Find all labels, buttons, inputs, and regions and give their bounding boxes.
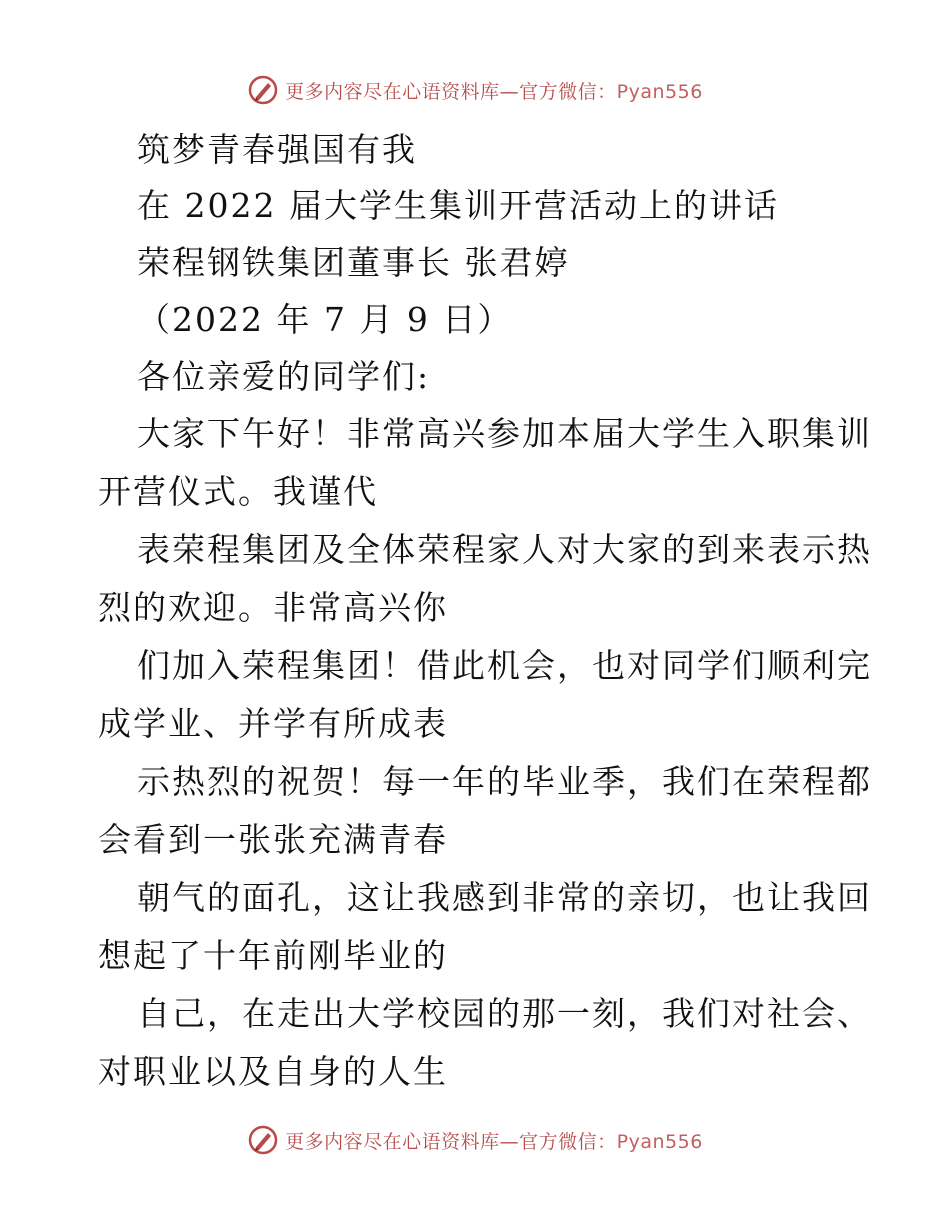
watermark-text: 更多内容尽在心语资料库—官方微信：Pyan556 bbox=[285, 1130, 703, 1153]
paragraph-line: 大家下午好！非常高兴参加本届大学生入职集训 bbox=[137, 414, 872, 453]
paragraph-line: 烈的欢迎。非常高兴你 bbox=[98, 588, 448, 627]
paragraph-line: 想起了十年前刚毕业的 bbox=[98, 936, 448, 975]
watermark-text: 更多内容尽在心语资料库—官方微信：Pyan556 bbox=[285, 80, 703, 103]
paragraph-line: 会看到一张张充满青春 bbox=[98, 820, 448, 859]
watermark-footer bbox=[0, 1120, 950, 1160]
document-subtitle: 在 2022 届大学生集训开营活动上的讲话 bbox=[137, 186, 779, 225]
paragraph-line: 们加入荣程集团！借此机会，也对同学们顺利完 bbox=[137, 646, 872, 685]
paragraph-line: 表荣程集团及全体荣程家人对大家的到来表示热 bbox=[137, 530, 872, 569]
paragraph-line: 对职业以及自身的人生 bbox=[98, 1052, 448, 1091]
watermark-header bbox=[0, 70, 950, 110]
speaker-line: 荣程钢铁集团董事长 张君婷 bbox=[137, 243, 570, 282]
pen-logo-icon bbox=[247, 74, 279, 106]
paragraph-line: 成学业、并学有所成表 bbox=[98, 704, 448, 743]
paragraph-line: 示热烈的祝贺！每一年的毕业季，我们在荣程都 bbox=[137, 762, 872, 801]
paragraph-line: 朝气的面孔，这让我感到非常的亲切，也让我回 bbox=[137, 878, 872, 917]
date-line: （2022 年 7 月 9 日） bbox=[137, 300, 513, 339]
document-title: 筑梦青春强国有我 bbox=[137, 130, 417, 169]
salutation: 各位亲爱的同学们: bbox=[137, 357, 431, 396]
pen-logo-icon bbox=[247, 1124, 279, 1156]
paragraph-line: 自己，在走出大学校园的那一刻，我们对社会、 bbox=[137, 994, 872, 1033]
paragraph-line: 开营仪式。我谨代 bbox=[98, 472, 378, 511]
